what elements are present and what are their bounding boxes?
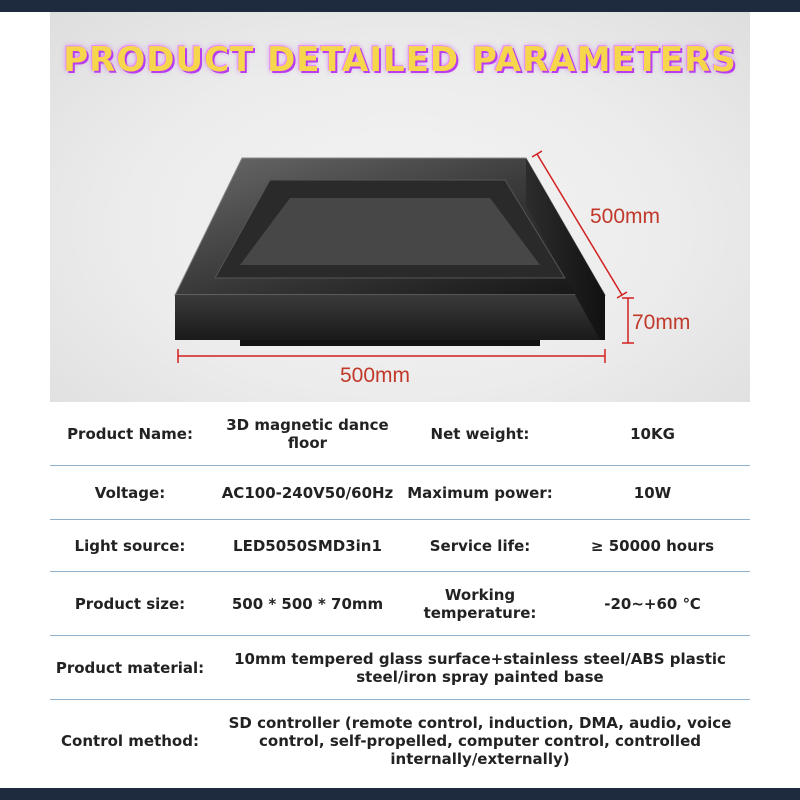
param-value: -20~+60 ℃ [604,594,701,613]
table-row [50,466,750,520]
param-label: Light source: [74,536,186,555]
page-title: PRODUCT DETAILED PARAMETERS [63,40,737,80]
param-value: 10mm tempered glass surface+stainless steel/ABS plastic steel/iron spray painted base [234,649,726,686]
param-value: AC100-240V50/60Hz [221,483,394,502]
top-bar [0,0,800,12]
product-image [160,150,640,390]
param-label: Product Name: [67,424,193,443]
param-label: Voltage: [94,483,166,502]
parameters-table [50,402,750,782]
param-value: ≥ 50000 hours [590,536,715,555]
param-value: LED5050SMD3in1 [233,536,382,555]
depth-dimension-label: 500mm [590,205,661,228]
param-label: Control method: [61,732,199,750]
table-row [50,636,750,700]
param-label: Product material: [55,658,205,677]
param-value: SD controller (remote control, induction, DMA, audio, voice control, self-propelled, computer control, controlled internally/externally) [228,714,732,768]
param-label: Service life: [429,536,531,555]
param-label: Maximum power: [407,483,553,502]
table-row [50,700,750,782]
bottom-bar [0,788,800,800]
param-value: 500 * 500 * 70mm [231,594,384,613]
width-dimension-label: 500mm [340,364,411,387]
param-value: 10KG [630,424,675,443]
height-dimension-label: 70mm [632,311,691,334]
param-value: 3D magnetic dance floor [226,415,389,452]
param-value: 10W [633,483,672,502]
table-row [50,520,750,572]
param-label: Net weight: [430,424,530,443]
table-row [50,402,750,466]
table-row [50,572,750,636]
param-label: Working temperature: [423,585,537,622]
param-label: Product size: [74,594,186,613]
